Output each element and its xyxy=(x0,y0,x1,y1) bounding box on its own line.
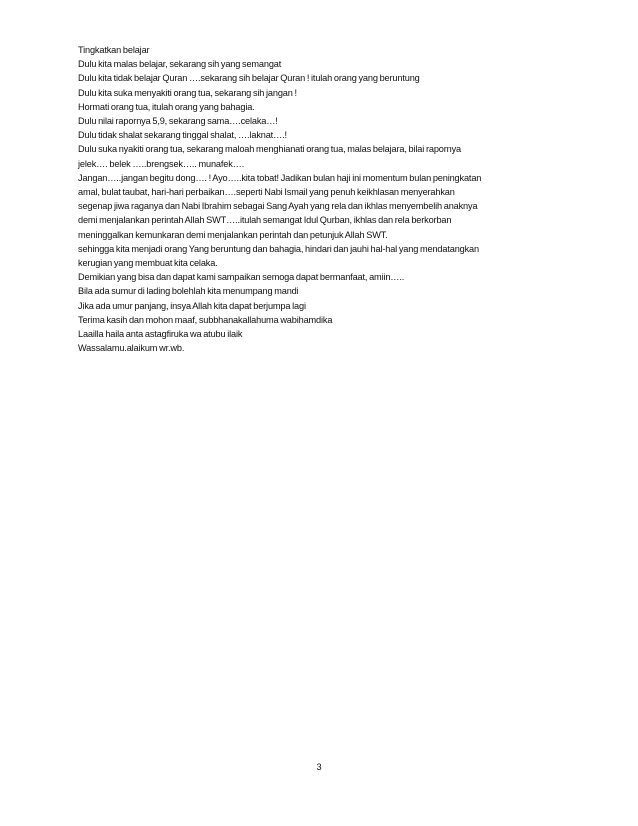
text-line: Terima kasih dan mohon maaf, subbhanakallahuma wabihamdika xyxy=(78,314,333,325)
text-line: Hormati orang tua, itulah orang yang bahagia. xyxy=(78,101,255,112)
text-line: Dulu suka nyakiti orang tua, sekarang maloah menghianati orang tua, malas belajara, bilai rapornya xyxy=(78,144,462,155)
text-line: Wassalamu.alaikum wr.wb. xyxy=(78,343,185,354)
text-line: jelek…. belek …..brengsek….. munafek…. xyxy=(78,158,245,169)
page-number: 3 xyxy=(316,762,322,772)
text-line: meninggalkan kemunkaran demi menjalankan perintah dan petunjuk Allah SWT. xyxy=(78,229,388,240)
body-text xyxy=(78,43,568,355)
text-line: Dulu tidak shalat sekarang tinggal shalat, ….laknat….! xyxy=(78,130,287,141)
text-line: Jangan…..jangan begitu dong…. ! Ayo…..kita tobat! Jadikan bulan haji ini momentum bulan peningkatan xyxy=(78,172,482,183)
text-line: segenap jiwa raganya dan Nabi Ibrahim sebagai Sang Ayah yang rela dan ikhlas menyembelih anaknya xyxy=(78,201,478,212)
text-line: Tingkatkan belajar xyxy=(78,45,150,55)
text-line: amal, bulat taubat, hari-hari perbaikan….seperti Nabi Ismail yang penuh keikhlasan menyerahkan xyxy=(78,187,455,198)
text-line: kerugian yang membuat kita celaka. xyxy=(78,258,218,269)
text-line: demi menjalankan perintah Allah SWT…..itulah semangat Idul Qurban, ikhlas dan rela berkorban xyxy=(78,215,452,226)
text-line: Laailla haila anta astagfiruka wa atubu ilaik xyxy=(78,329,243,340)
text-line: Bila ada sumur di lading bolehlah kita menumpang mandi xyxy=(78,286,299,297)
text-line: Dulu kita suka menyakiti orang tua, sekarang sih jangan ! xyxy=(78,87,297,98)
text-line: sehingga kita menjadi orang Yang beruntung dan bahagia, hindari dan jauhi hal-hal yang mendatangkan xyxy=(78,243,479,254)
text-line: Demikian yang bisa dan dapat kami sampaikan semoga dapat bermanfaat, amiin….. xyxy=(78,272,405,283)
text-line: Dulu kita malas belajar, sekarang sih yang semangat xyxy=(78,59,282,70)
text-line: Jika ada umur panjang, insya Allah kita dapat berjumpa lagi xyxy=(78,300,306,311)
text-line: Dulu kita tidak belajar Quran ….sekarang sih belajar Quran ! itulah orang yang beruntung xyxy=(78,73,420,84)
text-line: Dulu nilai rapornya 5,9, sekarang sama….celaka…! xyxy=(78,116,278,127)
